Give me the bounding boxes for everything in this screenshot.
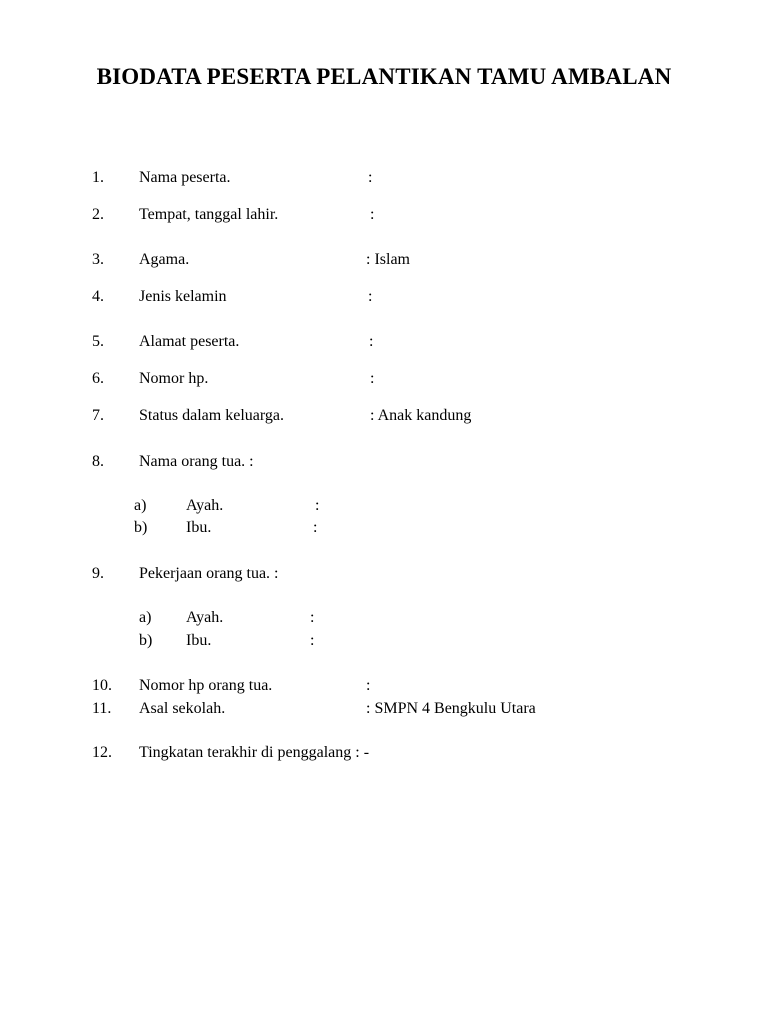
sub-item-letter: a) <box>139 609 152 626</box>
document-title: BIODATA PESERTA PELANTIKAN TAMU AMBALAN <box>96 64 672 89</box>
item-number: 12. <box>92 744 112 761</box>
item-value: : <box>368 288 373 305</box>
item-number: 8. <box>92 453 104 470</box>
item-number: 6. <box>92 370 104 387</box>
sub-item-value: : <box>315 497 320 514</box>
item-value: : Islam <box>366 251 410 268</box>
item-value: : <box>368 169 373 186</box>
item-number: 1. <box>92 169 104 186</box>
item-label: Alamat peserta. <box>139 333 240 350</box>
item-value: : Anak kandung <box>370 407 472 424</box>
item-value: : <box>369 333 374 350</box>
item-label: Jenis kelamin <box>139 288 227 305</box>
item-number: 7. <box>92 407 104 424</box>
item-label: Tingkatan terakhir di penggalang : - <box>139 744 370 761</box>
item-number: 5. <box>92 333 104 350</box>
sub-item-value: : <box>310 609 315 626</box>
sub-item-value: : <box>310 632 315 649</box>
item-number: 10. <box>92 677 112 694</box>
sub-item-label: Ayah. <box>186 609 224 626</box>
item-label: Nama orang tua. : <box>139 453 254 470</box>
sub-item-value: : <box>313 519 318 536</box>
sub-item-letter: a) <box>134 497 147 514</box>
item-number: 2. <box>92 206 104 223</box>
item-label: Asal sekolah. <box>139 700 226 717</box>
item-label: Nomor hp. <box>139 370 209 387</box>
item-value: : <box>370 206 375 223</box>
item-label: Agama. <box>139 251 190 268</box>
sub-item-label: Ibu. <box>186 519 212 536</box>
item-number: 11. <box>92 700 112 717</box>
item-label: Tempat, tanggal lahir. <box>139 206 279 223</box>
sub-item-label: Ibu. <box>186 632 212 649</box>
sub-item-label: Ayah. <box>186 497 224 514</box>
item-label: Pekerjaan orang tua. : <box>139 565 279 582</box>
sub-item-letter: b) <box>139 632 153 649</box>
item-label: Nomor hp orang tua. <box>139 677 273 694</box>
item-value: : <box>366 677 371 694</box>
item-label: Status dalam keluarga. <box>139 407 284 424</box>
sub-item-letter: b) <box>134 519 148 536</box>
item-label: Nama peserta. <box>139 169 231 186</box>
item-value: : SMPN 4 Bengkulu Utara <box>366 700 536 717</box>
item-number: 9. <box>92 565 104 582</box>
item-number: 3. <box>92 251 104 268</box>
item-number: 4. <box>92 288 104 305</box>
item-value: : <box>370 370 375 387</box>
